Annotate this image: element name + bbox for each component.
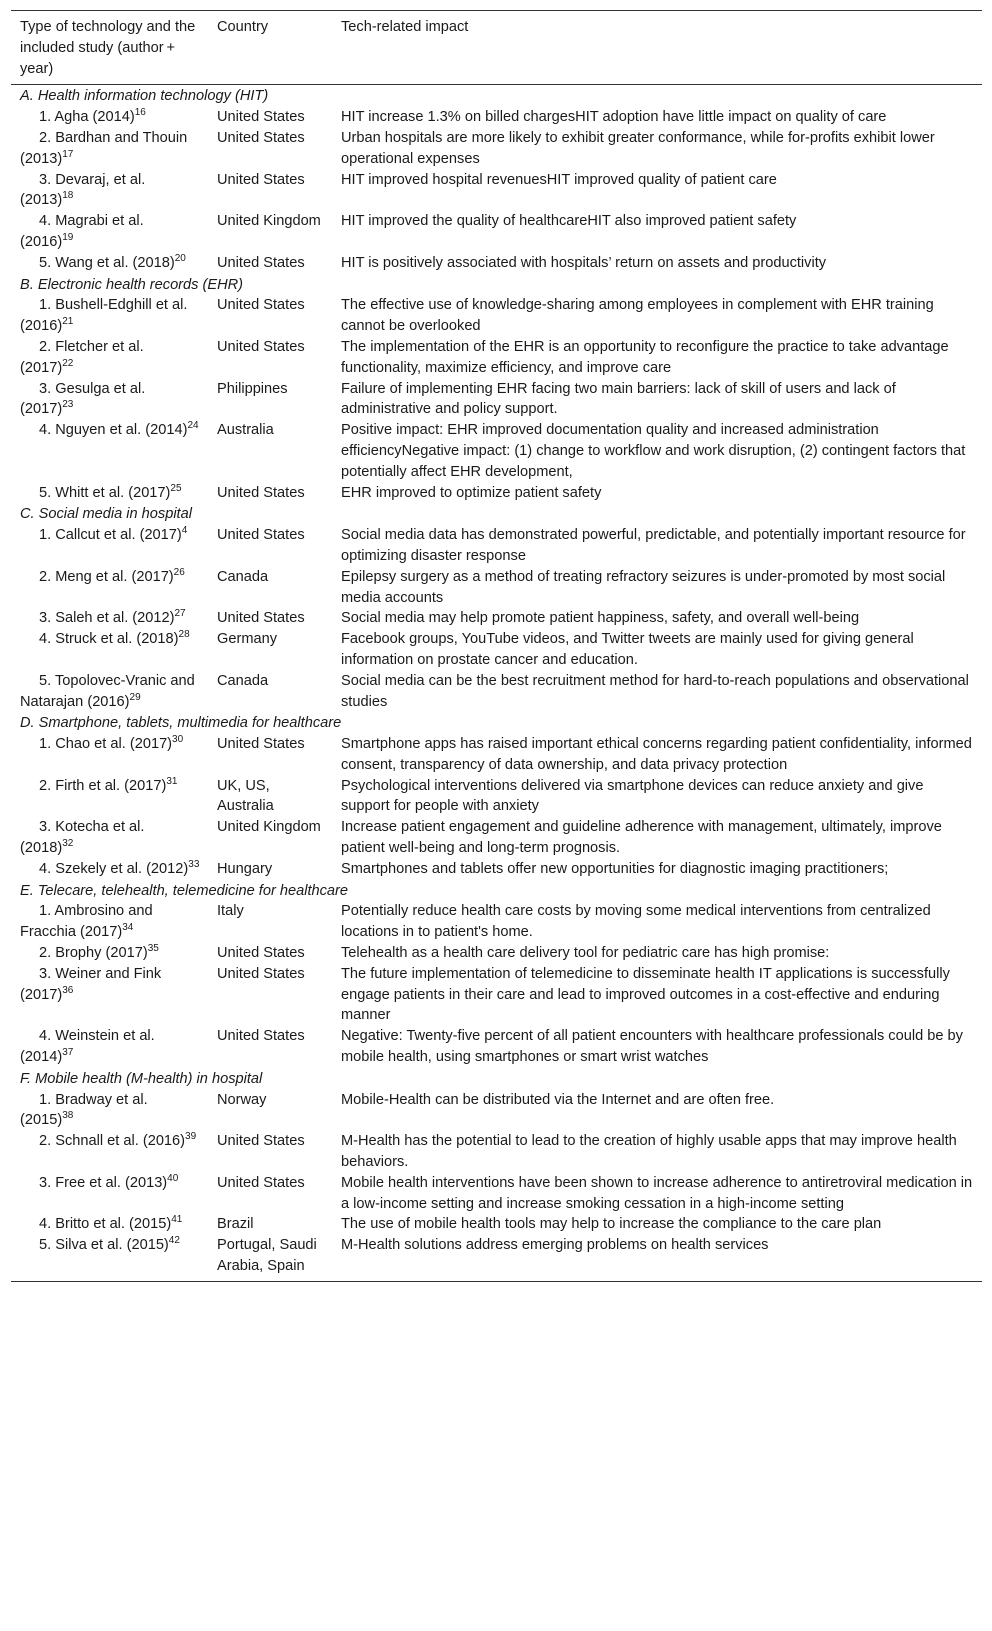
section-row (11, 1068, 982, 1090)
table-row (11, 964, 982, 1026)
table-row (11, 567, 982, 609)
country-cell: United States (217, 1028, 305, 1045)
header-impact: Tech-related impact (341, 19, 469, 35)
table-row (11, 128, 982, 170)
impact-cell: Urban hospitals are more likely to exhibit greater conformance, while for-profits exhibit lower operational expenses (341, 129, 935, 167)
study-citation: 3. Weiner and Fink (2017) (20, 965, 162, 1003)
table-row (11, 170, 982, 212)
impact-cell: EHR improved to optimize patient safety (341, 484, 602, 501)
study-citation: 1. Agha (2014) (39, 109, 135, 126)
reference-number: 24 (187, 420, 199, 432)
reference-number: 17 (62, 148, 74, 160)
table-row (11, 107, 982, 128)
country-cell: United States (217, 297, 305, 314)
country-cell: Germany (217, 631, 278, 648)
section-row (11, 85, 982, 107)
study-cell (11, 295, 208, 337)
reference-number: 33 (188, 859, 200, 871)
table-row (11, 379, 982, 421)
impact-cell: Social media may help promote patient happiness, safety, and overall well-being (341, 610, 860, 627)
table-row (11, 337, 982, 379)
impact-cell: Psychological interventions delivered via smartphone devices can reduce anxiety and give support for people with anxiety (341, 777, 924, 815)
header-country: Country (217, 19, 269, 35)
study-citation: 1. Chao et al. (2017) (39, 736, 173, 753)
study-cell (11, 1026, 208, 1068)
reference-number: 27 (174, 608, 186, 620)
country-cell: United States (217, 1133, 305, 1150)
study-cell (11, 1214, 208, 1235)
study-citation: 4. Struck et al. (2018) (39, 631, 179, 648)
table-row (11, 420, 982, 482)
reference-number: 34 (122, 922, 134, 934)
technology-impact-table (11, 10, 982, 1282)
section-title: D. Smartphone, tablets, multimedia for healthcare (20, 715, 342, 732)
study-cell (11, 943, 208, 964)
impact-cell: Increase patient engagement and guideline adherence with management, ultimately, improve patient well-being and long-term prognosis. (341, 819, 942, 857)
study-cell (11, 253, 208, 274)
impact-cell: HIT is positively associated with hospitals’ return on assets and productivity (341, 254, 827, 271)
table-body (11, 85, 982, 1281)
table-row (11, 734, 982, 776)
reference-number: 40 (167, 1172, 179, 1184)
table-row (11, 1235, 982, 1281)
impact-cell: M-Health solutions address emerging problems on health services (341, 1237, 769, 1254)
country-cell: United Kingdom (217, 819, 321, 836)
study-cell (11, 1173, 208, 1215)
table-row (11, 817, 982, 859)
impact-cell: HIT improved hospital revenuesHIT improved quality of patient care (341, 171, 777, 188)
reference-number: 39 (185, 1131, 197, 1143)
table-row (11, 1131, 982, 1173)
country-cell: United States (217, 610, 305, 627)
study-citation: 2. Meng et al. (2017) (39, 568, 174, 585)
country-cell: Canada (217, 568, 269, 585)
study-citation: 3. Kotecha et al. (2018) (20, 819, 145, 857)
study-citation: 2. Fletcher et al. (2017) (20, 338, 144, 376)
country-cell: United States (217, 129, 305, 146)
study-citation: 1. Bradway et al. (2015) (20, 1091, 148, 1129)
country-cell: United States (217, 1174, 305, 1191)
study-citation: 1. Bushell-Edghill et al. (2016) (20, 297, 188, 335)
country-cell: United States (217, 965, 305, 982)
impact-cell: Smartphone apps has raised important ethical concerns regarding patient confidentiality, informed consent, transparency of data ownership, and data privacy protection (341, 736, 972, 773)
impact-cell: Smartphones and tablets offer new opportunities for diagnostic imaging practitioners; (341, 860, 889, 877)
table-row (11, 901, 982, 943)
study-cell (11, 170, 208, 212)
study-cell (11, 1090, 208, 1132)
table-row (11, 1214, 982, 1235)
impact-cell: The future implementation of telemedicine to disseminate health IT applications is successfully engage patients in their care and lead to improved outcomes in a cost-effective and enduring manner (341, 965, 950, 1024)
table-row (11, 295, 982, 337)
study-cell (11, 211, 208, 253)
impact-cell: HIT increase 1.3% on billed chargesHIT adoption have little impact on quality of care (341, 109, 887, 126)
table-row (11, 525, 982, 567)
section-row (11, 880, 982, 902)
table-row (11, 253, 982, 274)
impact-cell: Social media can be the best recruitment method for hard-to-reach populations and observational studies (341, 672, 969, 710)
study-cell (11, 107, 208, 128)
country-cell: United States (217, 171, 305, 188)
reference-number: 26 (173, 566, 185, 578)
country-cell: Hungary (217, 860, 273, 877)
section-row (11, 503, 982, 525)
study-cell (11, 901, 208, 943)
impact-cell: Positive impact: EHR improved documentation quality and increased administration efficiencyNegative impact: (1) change to workflow and work disruption, (2) contingent factors that potentially affect EHR development, (341, 422, 966, 480)
study-cell (11, 567, 208, 609)
reference-number: 37 (62, 1047, 74, 1059)
study-cell (11, 776, 208, 818)
reference-number: 36 (62, 984, 74, 996)
section-title: F. Mobile health (M-health) in hospital (20, 1070, 263, 1087)
study-cell (11, 483, 208, 504)
study-citation: 2. Schnall et al. (2016) (39, 1133, 186, 1150)
country-cell: Norway (217, 1091, 267, 1108)
section-row (11, 712, 982, 734)
study-citation: 4. Weinstein et al. (2014) (20, 1028, 155, 1066)
table-row (11, 483, 982, 504)
study-citation: 4. Szekely et al. (2012) (39, 860, 189, 877)
country-cell: Philippines (217, 380, 288, 397)
study-citation: 2. Brophy (2017) (39, 945, 148, 962)
reference-number: 41 (171, 1214, 183, 1226)
table-row (11, 1026, 982, 1068)
reference-number: 32 (62, 838, 74, 850)
reference-number: 21 (62, 316, 74, 328)
country-cell: United States (217, 254, 305, 271)
impact-cell: Potentially reduce health care costs by moving some medical interventions from centralized locations in to patient's home. (341, 903, 931, 941)
impact-cell: The use of mobile health tools may help to increase the compliance to the care plan (341, 1216, 882, 1233)
study-cell (11, 859, 208, 880)
study-citation: 3. Devaraj, et al. (2013) (20, 171, 146, 209)
study-citation: 4. Britto et al. (2015) (39, 1216, 172, 1233)
reference-number: 18 (62, 190, 74, 202)
impact-cell: Failure of implementing EHR facing two main barriers: lack of skill of users and lack of administrative and policy support. (341, 380, 896, 418)
table-row (11, 608, 982, 629)
table-row (11, 776, 982, 818)
study-cell (11, 629, 208, 671)
section-title: E. Telecare, telehealth, telemedicine for healthcare (20, 882, 349, 899)
study-citation: 1. Callcut et al. (2017) (39, 527, 182, 544)
study-citation: 4. Magrabi et al. (2016) (20, 213, 144, 250)
study-cell (11, 128, 208, 170)
study-cell (11, 608, 208, 629)
reference-number: 25 (170, 482, 182, 494)
section-title: C. Social media in hospital (20, 506, 192, 523)
study-cell (11, 379, 208, 421)
study-cell (11, 671, 208, 713)
country-cell: United States (217, 945, 305, 962)
table-row (11, 859, 982, 880)
study-citation: 5. Whitt et al. (2017) (39, 484, 171, 501)
reference-number: 20 (174, 252, 186, 264)
impact-cell: The effective use of knowledge-sharing among employees in complement with EHR training cannot be overlooked (341, 297, 934, 335)
table-row (11, 211, 982, 253)
country-cell: Canada (217, 672, 269, 689)
reference-number: 29 (129, 691, 141, 703)
study-citation: 3. Free et al. (2013) (39, 1174, 168, 1191)
reference-number: 28 (178, 629, 190, 641)
impact-cell: Negative: Twenty-five percent of all patient encounters with healthcare professionals could be by mobile health, using smartphones or smart wrist watches (341, 1028, 963, 1066)
study-cell (11, 734, 208, 776)
study-citation: 5. Wang et al. (2018) (39, 254, 175, 271)
country-cell: Brazil (217, 1216, 254, 1233)
section-title: B. Electronic health records (EHR) (20, 276, 244, 293)
impact-cell: Mobile health interventions have been shown to increase adherence to antiretroviral medication in a low-income setting and increase smoking cessation in a high-income setting (341, 1174, 973, 1212)
study-citation: 4. Nguyen et al. (2014) (39, 422, 188, 439)
reference-number: 38 (62, 1110, 74, 1122)
section-title: A. Health information technology (HIT) (20, 88, 269, 105)
reference-number: 42 (168, 1235, 180, 1247)
impact-cell: Facebook groups, YouTube videos, and Twitter tweets are mainly used for giving general information on prostate cancer and education. (341, 631, 914, 668)
reference-number: 31 (166, 775, 178, 787)
study-cell (11, 337, 208, 379)
impact-cell: HIT improved the quality of healthcareHIT also improved patient safety (341, 213, 797, 230)
study-citation: 5. Silva et al. (2015) (39, 1237, 169, 1254)
reference-number: 35 (147, 943, 159, 955)
reference-number: 4 (181, 525, 188, 537)
table-row (11, 943, 982, 964)
reference-number: 23 (62, 399, 74, 411)
reference-number: 16 (134, 107, 146, 119)
country-cell: Italy (217, 903, 244, 920)
table-row (11, 1090, 982, 1132)
impact-cell: Telehealth as a health care delivery tool for pediatric care has high promise: (341, 945, 830, 962)
study-cell (11, 817, 208, 859)
country-cell: United States (217, 109, 305, 126)
study-citation: 2. Bardhan and Thouin (2013) (20, 129, 188, 167)
study-cell (11, 420, 208, 482)
table-row (11, 1173, 982, 1215)
table-row (11, 629, 982, 671)
impact-cell: Epilepsy surgery as a method of treating refractory seizures is under-promoted by most social media accounts (341, 568, 946, 606)
country-cell: United States (217, 527, 305, 544)
impact-cell: Mobile-Health can be distributed via the Internet and are often free. (341, 1091, 775, 1108)
study-citation: 3. Gesulga et al. (2017) (20, 380, 146, 418)
study-cell (11, 1131, 208, 1173)
country-cell: Portugal, Saudi Arabia, Spain (217, 1237, 317, 1275)
study-cell (11, 964, 208, 1026)
table-row (11, 671, 982, 713)
reference-number: 22 (62, 357, 74, 369)
table-header (11, 11, 982, 85)
country-cell: Australia (217, 422, 274, 439)
study-citation: 1. Ambrosino and Fracchia (2017) (20, 903, 153, 941)
impact-cell: M-Health has the potential to lead to the creation of highly usable apps that may improve health behaviors. (341, 1133, 957, 1171)
impact-cell: Social media data has demonstrated powerful, predictable, and potentially important resource for optimizing disaster response (341, 527, 966, 564)
country-cell: United Kingdom (217, 213, 321, 230)
reference-number: 30 (172, 734, 184, 746)
study-citation: 2. Firth et al. (2017) (39, 777, 167, 794)
country-cell: UK, US, Australia (217, 777, 274, 815)
country-cell: United States (217, 338, 305, 355)
study-cell (11, 525, 208, 567)
header-study: Type of technology and the included study (author + year) (20, 19, 196, 77)
section-row (11, 274, 982, 296)
country-cell: United States (217, 736, 305, 753)
reference-number: 19 (62, 232, 74, 244)
study-citation: 3. Saleh et al. (2012) (39, 610, 175, 627)
study-cell (11, 1235, 208, 1281)
impact-cell: The implementation of the EHR is an opportunity to reconfigure the practice to take advantage functionality, maximize efficiency, and improve care (341, 338, 949, 376)
country-cell: United States (217, 484, 305, 501)
study-citation: 5. Topolovec-Vranic and Natarajan (2016) (20, 672, 195, 710)
